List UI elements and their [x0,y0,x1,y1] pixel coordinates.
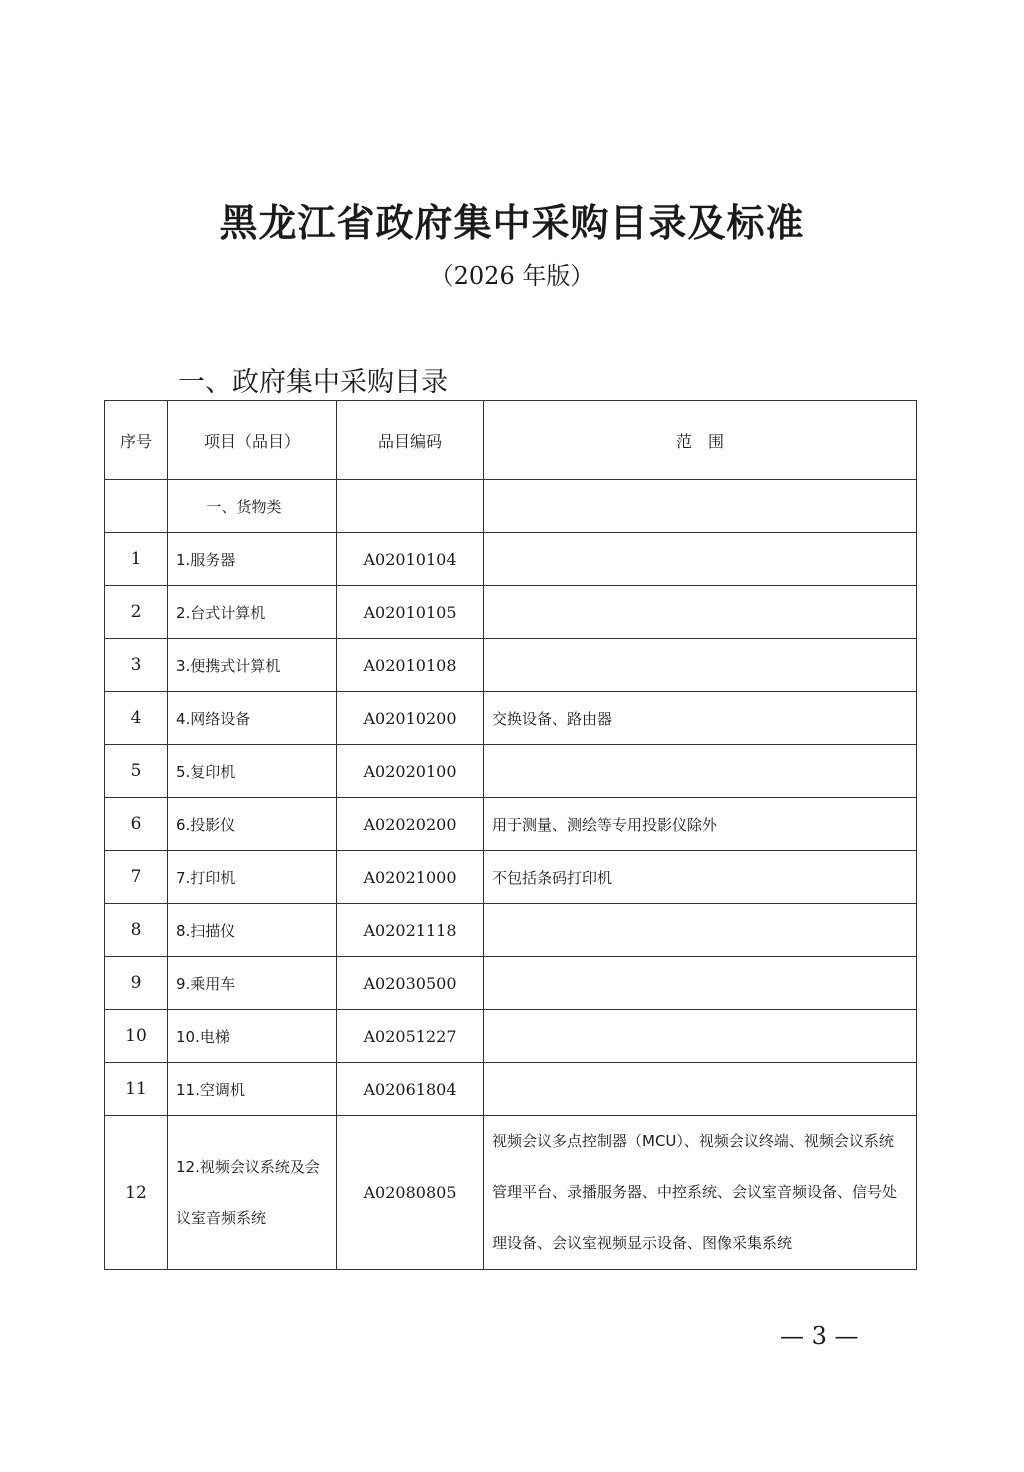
table-row [105,586,917,639]
row-code: A02020200 [337,798,484,851]
table-row [105,851,917,904]
row-no: 5 [105,745,168,798]
table-row [105,798,917,851]
row-no: 11 [105,1063,168,1116]
row-code: A02030500 [337,957,484,1010]
row-scope [484,957,917,1010]
row-scope: 交换设备、路由器 [484,692,917,745]
row-no: 7 [105,851,168,904]
row-code: A02010108 [337,639,484,692]
row-item: 5.复印机 [168,745,337,798]
row-item: 9.乘用车 [168,957,337,1010]
row-scope [484,533,917,586]
header-no: 序号 [105,401,168,480]
row-code: A02080805 [337,1116,484,1270]
table-row [105,692,917,745]
row-scope: 不包括条码打印机 [484,851,917,904]
row-code: A02051227 [337,1010,484,1063]
row-item: 7.打印机 [168,851,337,904]
row-scope [484,639,917,692]
row-code: A02010200 [337,692,484,745]
row-no: 9 [105,957,168,1010]
document-title: 黑龙江省政府集中采购目录及标准 [219,200,805,245]
row-code: A02020100 [337,745,484,798]
row-scope [484,586,917,639]
table-row [105,904,917,957]
row-scope: 用于测量、测绘等专用投影仪除外 [484,798,917,851]
table-row [105,745,917,798]
row-item: 1.服务器 [168,533,337,586]
row-code: A02010105 [337,586,484,639]
row-item: 12.视频会议系统及会议室音频系统 [168,1116,337,1270]
category-row [105,480,917,533]
header-item: 项目（品目） [168,401,337,480]
table-row [105,1063,917,1116]
row-no: 10 [105,1010,168,1063]
procurement-table [104,400,917,1270]
row-item: 4.网络设备 [168,692,337,745]
row-no: 6 [105,798,168,851]
row-item: 2.台式计算机 [168,586,337,639]
table-row [105,533,917,586]
category-no-cell [105,480,168,533]
table-row [105,639,917,692]
row-no: 1 [105,533,168,586]
page-number: — 3 — [780,1322,859,1350]
row-no: 2 [105,586,168,639]
row-item: 8.扫描仪 [168,904,337,957]
table-row [105,957,917,1010]
row-item: 3.便携式计算机 [168,639,337,692]
row-item: 11.空调机 [168,1063,337,1116]
row-item: 10.电梯 [168,1010,337,1063]
table-header-row [105,401,917,480]
table-row [105,1116,917,1270]
document-subtitle: （2026 年版） [429,262,595,290]
row-scope [484,904,917,957]
category-scope-cell [484,480,917,533]
row-no: 4 [105,692,168,745]
category-label: 一、货物类 [168,480,337,533]
row-code: A02010104 [337,533,484,586]
header-code: 品目编码 [337,401,484,480]
row-no: 12 [105,1116,168,1270]
row-code: A02021118 [337,904,484,957]
row-no: 3 [105,639,168,692]
row-scope [484,745,917,798]
row-scope [484,1010,917,1063]
row-code: A02061804 [337,1063,484,1116]
row-scope: 视频会议多点控制器（MCU）、视频会议终端、视频会议系统管理平台、录播服务器、中控系统、会议室音频设备、信号处理设备、会议室视频显示设备、图像采集系统 [484,1116,917,1270]
section-heading: 一、政府集中采购目录 [178,367,448,398]
row-scope [484,1063,917,1116]
header-scope: 范 围 [484,401,917,480]
row-no: 8 [105,904,168,957]
row-item: 6.投影仪 [168,798,337,851]
row-code: A02021000 [337,851,484,904]
category-code-cell [337,480,484,533]
table-row [105,1010,917,1063]
